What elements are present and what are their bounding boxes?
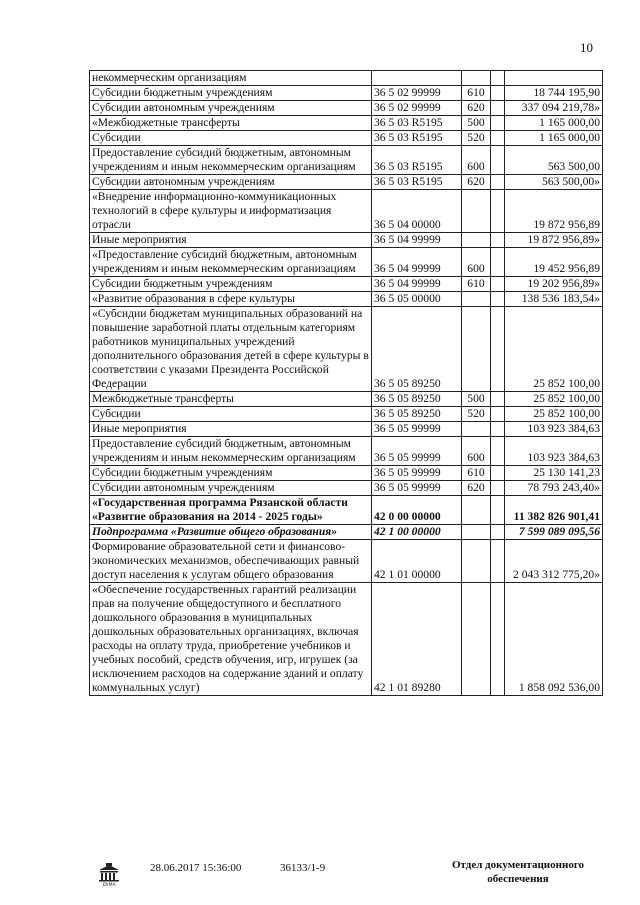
row-name-cell: Формирование образовательной сети и финансово-экономических механизмов, обеспечивающих равный доступ населения к услугам общего образования <box>90 540 372 583</box>
table-row <box>90 437 603 466</box>
table-row <box>90 540 603 583</box>
row-amount-cell: 1 165 000,00 <box>505 131 603 146</box>
table-row <box>90 407 603 422</box>
row-expense-type-cell: 600 <box>462 146 491 175</box>
table-row <box>90 392 603 407</box>
row-name-cell: Субсидии <box>90 131 372 146</box>
table-row <box>90 525 603 540</box>
row-name-cell: Предоставление субсидий бюджетным, автономным учреждениям и иным некоммерческим организациям <box>90 437 372 466</box>
row-empty-cell <box>491 190 505 233</box>
row-empty-cell <box>491 583 505 696</box>
row-name-cell: некоммерческим организациям <box>90 71 372 86</box>
row-empty-cell <box>491 407 505 422</box>
duma-building-icon <box>96 860 122 886</box>
table-row <box>90 86 603 101</box>
row-empty-cell <box>491 131 505 146</box>
row-amount-cell: 103 923 384,63 <box>505 422 603 437</box>
row-amount-cell: 25 852 100,00 <box>505 392 603 407</box>
row-code-cell: 36 5 05 89250 <box>372 407 462 422</box>
row-code-cell: 42 0 00 00000 <box>372 496 462 525</box>
row-amount-cell: 1 858 092 536,00 <box>505 583 603 696</box>
row-expense-type-cell: 500 <box>462 116 491 131</box>
row-code-cell: 36 5 05 99999 <box>372 466 462 481</box>
row-empty-cell <box>491 86 505 101</box>
row-amount-cell: 19 452 956,89 <box>505 248 603 277</box>
table-row <box>90 190 603 233</box>
row-expense-type-cell: 600 <box>462 437 491 466</box>
row-code-cell: 36 5 02 99999 <box>372 101 462 116</box>
row-name-cell: «Внедрение информационно-коммуникационных технологий в сфере культуры и информатизация отрасли <box>90 190 372 233</box>
row-expense-type-cell: 620 <box>462 481 491 496</box>
table-row <box>90 248 603 277</box>
row-code-cell: 42 1 01 00000 <box>372 540 462 583</box>
row-name-cell: «Межбюджетные трансферты <box>90 116 372 131</box>
row-expense-type-cell <box>462 496 491 525</box>
row-amount-cell: 19 872 956,89» <box>505 233 603 248</box>
table-row <box>90 116 603 131</box>
row-code-cell: 36 5 05 99999 <box>372 481 462 496</box>
row-expense-type-cell: 620 <box>462 175 491 190</box>
row-expense-type-cell: 500 <box>462 392 491 407</box>
table-row <box>90 71 603 86</box>
table-row <box>90 481 603 496</box>
row-name-cell: «Субсидии бюджетам муниципальных образований на повышение заработной платы отдельным категориям работников муниципальных учреждений дополнительного образования детей в сфере культуры в соответствии с указами Президента Российской Федерации <box>90 307 372 392</box>
row-name-cell: Субсидии автономным учреждениям <box>90 481 372 496</box>
row-expense-type-cell <box>462 71 491 86</box>
budget-table <box>89 70 603 696</box>
row-name-cell: Межбюджетные трансферты <box>90 392 372 407</box>
row-code-cell: 36 5 04 99999 <box>372 277 462 292</box>
table-row <box>90 292 603 307</box>
row-code-cell: 36 5 05 99999 <box>372 437 462 466</box>
row-empty-cell <box>491 307 505 392</box>
row-expense-type-cell <box>462 307 491 392</box>
table-row <box>90 175 603 190</box>
row-code-cell: 36 5 04 99999 <box>372 248 462 277</box>
page-number: 10 <box>580 40 593 55</box>
row-empty-cell <box>491 233 505 248</box>
table-row <box>90 583 603 696</box>
row-amount-cell: 563 500,00» <box>505 175 603 190</box>
row-code-cell <box>372 71 462 86</box>
row-code-cell: 36 5 03 R5195 <box>372 146 462 175</box>
row-code-cell: 36 5 04 00000 <box>372 190 462 233</box>
table-row <box>90 233 603 248</box>
row-amount-cell: 25 852 100,00 <box>505 307 603 392</box>
footer-datetime: 28.06.2017 15:36:00 <box>150 862 242 874</box>
row-expense-type-cell <box>462 583 491 696</box>
row-name-cell: «Развитие образования в сфере культуры <box>90 292 372 307</box>
row-amount-cell: 25 852 100,00 <box>505 407 603 422</box>
row-code-cell: 42 1 01 89280 <box>372 583 462 696</box>
table-row <box>90 496 603 525</box>
row-amount-cell: 2 043 312 775,20» <box>505 540 603 583</box>
row-empty-cell <box>491 422 505 437</box>
row-code-cell: 36 5 03 R5195 <box>372 116 462 131</box>
row-amount-cell: 103 923 384,63 <box>505 437 603 466</box>
row-expense-type-cell <box>462 292 491 307</box>
row-code-cell: 36 5 02 99999 <box>372 86 462 101</box>
row-amount-cell: 19 872 956,89 <box>505 190 603 233</box>
row-empty-cell <box>491 277 505 292</box>
row-name-cell: Субсидии бюджетным учреждениям <box>90 466 372 481</box>
table-row <box>90 277 603 292</box>
footer-doc-id: 36133/1-9 <box>280 862 326 874</box>
row-code-cell: 36 5 05 99999 <box>372 422 462 437</box>
row-expense-type-cell: 610 <box>462 466 491 481</box>
row-expense-type-cell <box>462 525 491 540</box>
row-code-cell: 42 1 00 00000 <box>372 525 462 540</box>
row-amount-cell: 337 094 219,78» <box>505 101 603 116</box>
row-expense-type-cell <box>462 190 491 233</box>
row-name-cell: Иные мероприятия <box>90 422 372 437</box>
row-code-cell: 36 5 05 89250 <box>372 307 462 392</box>
row-name-cell: Субсидии бюджетным учреждениям <box>90 277 372 292</box>
table-row <box>90 131 603 146</box>
row-name-cell: «Обеспечение государственных гарантий реализации прав на получение общедоступного и бесплатного дошкольного образования в муниципальных дошкольных образовательных организациях, включая расходы на оплату труда, приобретение учебников и учебных пособий, средств обучения, игр, игрушек (за исключением расходов на содержание зданий и оплату коммунальных услуг) <box>90 583 372 696</box>
row-expense-type-cell <box>462 233 491 248</box>
row-code-cell: 36 5 03 R5195 <box>372 131 462 146</box>
row-empty-cell <box>491 466 505 481</box>
table-row <box>90 422 603 437</box>
table-row <box>90 146 603 175</box>
row-expense-type-cell: 620 <box>462 101 491 116</box>
row-amount-cell: 78 793 243,40» <box>505 481 603 496</box>
table-row <box>90 307 603 392</box>
row-empty-cell <box>491 146 505 175</box>
table-row <box>90 101 603 116</box>
row-empty-cell <box>491 437 505 466</box>
row-expense-type-cell: 520 <box>462 131 491 146</box>
row-name-cell: Иные мероприятия <box>90 233 372 248</box>
row-expense-type-cell: 610 <box>462 277 491 292</box>
row-amount-cell <box>505 71 603 86</box>
row-expense-type-cell <box>462 422 491 437</box>
row-name-cell: Субсидии бюджетным учреждениям <box>90 86 372 101</box>
row-amount-cell: 25 130 141,23 <box>505 466 603 481</box>
row-name-cell: Подпрограмма «Развитие общего образования» <box>90 525 372 540</box>
table-row <box>90 466 603 481</box>
row-name-cell: Субсидии <box>90 407 372 422</box>
row-expense-type-cell: 600 <box>462 248 491 277</box>
svg-text:ДУМА: ДУМА <box>102 883 116 886</box>
budget-table-body <box>90 71 603 696</box>
row-empty-cell <box>491 248 505 277</box>
row-code-cell: 36 5 04 99999 <box>372 233 462 248</box>
row-empty-cell <box>491 292 505 307</box>
row-code-cell: 36 5 05 00000 <box>372 292 462 307</box>
row-expense-type-cell <box>462 540 491 583</box>
row-code-cell: 36 5 05 89250 <box>372 392 462 407</box>
row-code-cell: 36 5 03 R5195 <box>372 175 462 190</box>
row-name-cell: Субсидии автономным учреждениям <box>90 175 372 190</box>
row-amount-cell: 1 165 000,00 <box>505 116 603 131</box>
row-empty-cell <box>491 175 505 190</box>
footer-department: Отдел документационного обеспечения <box>451 859 585 885</box>
row-expense-type-cell: 610 <box>462 86 491 101</box>
row-amount-cell: 7 599 089 095,56 <box>505 525 603 540</box>
row-name-cell: Субсидии автономным учреждениям <box>90 101 372 116</box>
row-amount-cell: 11 382 826 901,41 <box>505 496 603 525</box>
row-empty-cell <box>491 71 505 86</box>
row-empty-cell <box>491 540 505 583</box>
row-empty-cell <box>491 481 505 496</box>
row-amount-cell: 563 500,00 <box>505 146 603 175</box>
row-expense-type-cell: 520 <box>462 407 491 422</box>
row-empty-cell <box>491 101 505 116</box>
row-name-cell: «Государственная программа Рязанской области «Развитие образования на 2014 - 2025 годы» <box>90 496 372 525</box>
row-empty-cell <box>491 525 505 540</box>
row-empty-cell <box>491 496 505 525</box>
row-name-cell: «Предоставление субсидий бюджетным, автономным учреждениям и иным некоммерческим организациям <box>90 248 372 277</box>
row-amount-cell: 138 536 183,54» <box>505 292 603 307</box>
row-name-cell: Предоставление субсидий бюджетным, автономным учреждениям и иным некоммерческим организациям <box>90 146 372 175</box>
row-amount-cell: 18 744 195,90 <box>505 86 603 101</box>
row-empty-cell <box>491 116 505 131</box>
row-amount-cell: 19 202 956,89» <box>505 277 603 292</box>
row-empty-cell <box>491 392 505 407</box>
